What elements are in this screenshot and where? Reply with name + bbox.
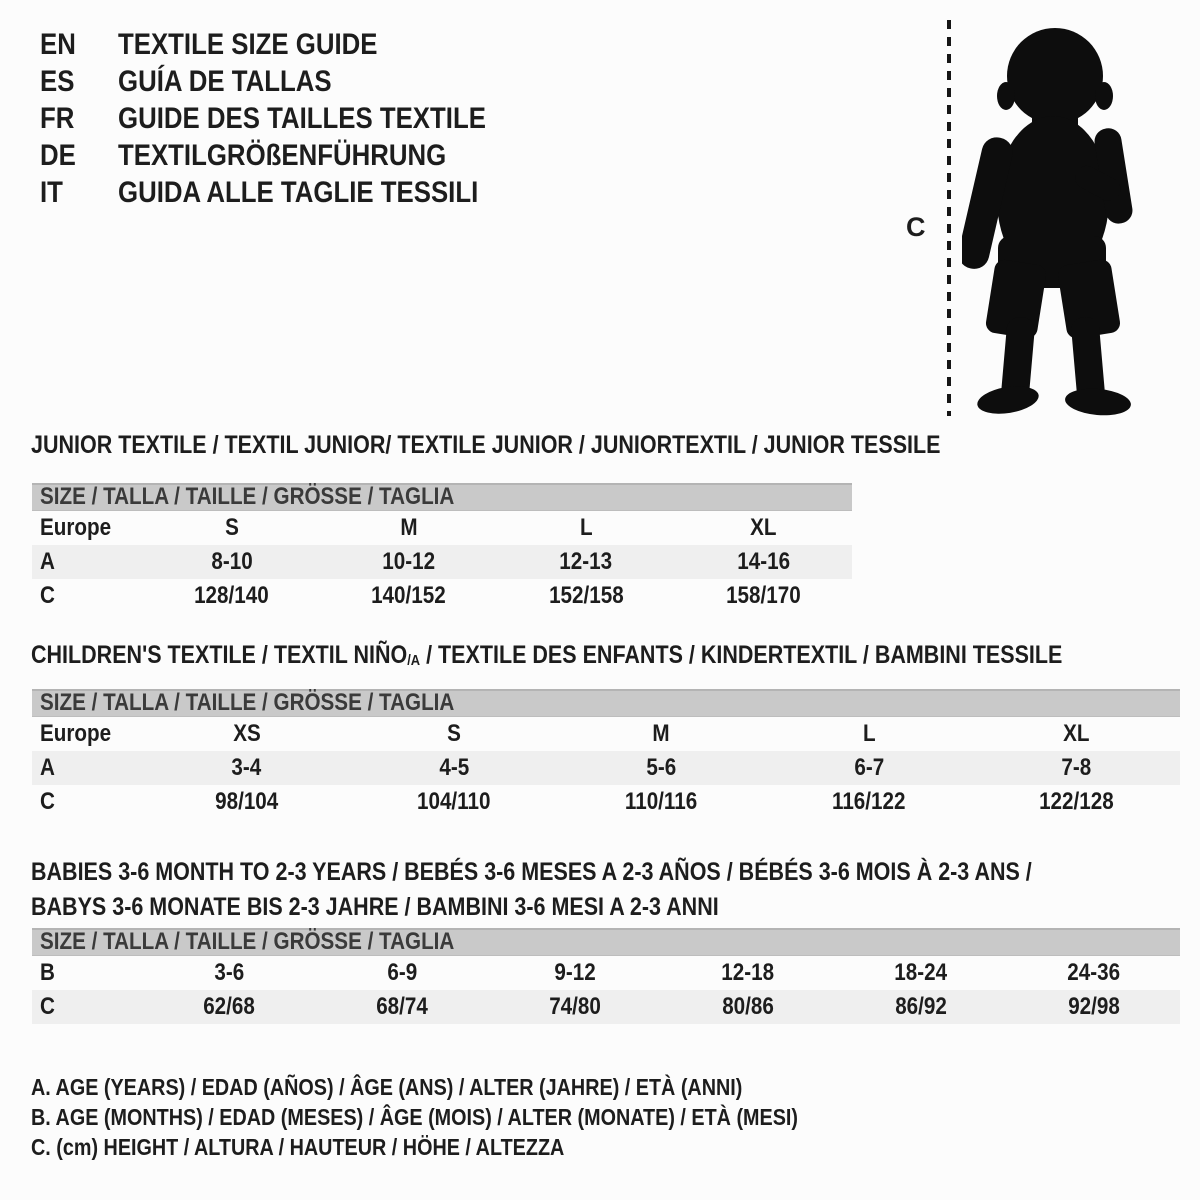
table-cell: 92/98	[1007, 990, 1180, 1024]
table-cell: 122/128	[1038, 788, 1114, 815]
table-cell: 74/80	[489, 990, 662, 1024]
babies-title-line2: BABYS 3-6 MONATE BIS 2-3 JAHRE / BAMBINI 3-6 MESI A 2-3 ANNI	[31, 893, 719, 921]
table-cell: 18-24	[894, 959, 948, 986]
height-measure-dashed-line	[947, 20, 951, 416]
table-cell: XS	[232, 720, 261, 747]
size-header-row: SIZE / TALLA / TAILLE / GRÖSSE / TAGLIA	[32, 689, 1180, 717]
row-label-europe: Europe	[40, 720, 112, 747]
page-title-es: GUÍA DE TALLAS	[118, 64, 332, 98]
babies-size-table	[32, 928, 1180, 1024]
size-header-row: SIZE / TALLA / TAILLE / GRÖSSE / TAGLIA	[32, 483, 852, 511]
table-cell: 6-7	[765, 751, 972, 785]
children-title-sub: /A	[407, 652, 421, 669]
row-label-c: C	[32, 990, 143, 1024]
footnote-b: B. AGE (MONTHS) / EDAD (MESES) / ÂGE (MOIS) / ALTER (MONATE) / ETÀ (MESI)	[31, 1104, 798, 1130]
lang-code-fr: FR	[40, 101, 75, 135]
table-cell: XL	[750, 514, 777, 541]
table-cell: 98/104	[215, 788, 279, 815]
table-cell: 5-6	[558, 751, 765, 785]
table-cell: M	[400, 514, 418, 541]
row-label-a: A	[32, 751, 143, 785]
table-cell: XL	[1063, 720, 1090, 747]
babies-section-title	[31, 855, 1195, 925]
page-title: TEXTILE SIZE GUIDE	[118, 27, 378, 61]
table-cell: 12-13	[498, 545, 675, 579]
table-cell: 110/116	[625, 788, 698, 815]
table-cell: 7-8	[973, 751, 1180, 785]
table-cell: 158/170	[726, 582, 801, 609]
table-cell: 3-6	[214, 959, 245, 986]
lang-code-es: ES	[40, 64, 75, 98]
table-cell: S	[447, 720, 461, 747]
table-cell: L	[862, 720, 876, 747]
size-header-row: SIZE / TALLA / TAILLE / GRÖSSE / TAGLIA	[32, 928, 1180, 956]
baby-silhouette-icon	[962, 14, 1142, 416]
table-cell: 140/152	[371, 582, 447, 609]
table-cell: 8-10	[143, 545, 320, 579]
table-cell: 12-18	[721, 959, 775, 986]
height-measure-label: C	[906, 212, 926, 242]
table-cell: 4-5	[350, 751, 557, 785]
table-cell: 9-12	[554, 959, 596, 986]
row-label-europe: Europe	[40, 514, 112, 541]
table-cell: 80/86	[661, 990, 834, 1024]
footnotes	[31, 1072, 923, 1162]
table-cell: L	[579, 514, 593, 541]
table-cell: 10-12	[320, 545, 497, 579]
lang-code-it: IT	[40, 175, 63, 209]
language-title-list	[40, 26, 546, 211]
babies-title-line1: BABIES 3-6 MONTH TO 2-3 YEARS / BEBÉS 3-6 MESES A 2-3 AÑOS / BÉBÉS 3-6 MOIS À 2-3 ANS /	[31, 858, 1032, 886]
lang-row-it	[40, 174, 546, 211]
table-cell: 116/122	[832, 788, 906, 815]
table-cell: 62/68	[143, 990, 316, 1024]
page-title-fr: GUIDE DES TAILLES TEXTILE	[118, 101, 486, 135]
page-title-de: TEXTILGRÖßENFÜHRUNG	[118, 138, 447, 172]
children-size-table	[32, 689, 1180, 819]
table-cell: M	[652, 720, 671, 747]
table-cell: 104/110	[417, 788, 491, 815]
table-cell: S	[224, 514, 239, 541]
page-title-it: GUIDA ALLE TAGLIE TESSILI	[118, 175, 479, 209]
row-label-c: C	[40, 582, 55, 609]
table-cell: 68/74	[316, 990, 489, 1024]
lang-row-es	[40, 63, 546, 100]
table-cell: 128/140	[194, 582, 269, 609]
footnote-c: C. (cm) HEIGHT / ALTURA / HAUTEUR / HÖHE / ALTEZZA	[31, 1134, 565, 1160]
junior-size-table	[32, 483, 852, 613]
row-label-b: B	[40, 959, 55, 986]
children-section-title	[31, 643, 1200, 673]
children-title-post: / TEXTILE DES ENFANTS / KINDERTEXTIL / BAMBINI TESSILE	[420, 641, 1063, 669]
footnote-a: A. AGE (YEARS) / EDAD (AÑOS) / ÂGE (ANS) / ALTER (JAHRE) / ETÀ (ANNI)	[31, 1074, 743, 1100]
children-title-pre: CHILDREN'S TEXTILE / TEXTIL NIÑO	[31, 641, 408, 669]
lang-code-en: EN	[40, 27, 76, 61]
lang-row-fr	[40, 100, 546, 137]
table-cell: 3-4	[143, 751, 350, 785]
row-label-c: C	[40, 788, 55, 815]
lang-row-en	[40, 26, 546, 63]
lang-row-de	[40, 137, 546, 174]
table-cell: 14-16	[675, 545, 852, 579]
junior-section-title: JUNIOR TEXTILE / TEXTIL JUNIOR/ TEXTILE JUNIOR / JUNIORTEXTIL / JUNIOR TESSILE	[31, 431, 941, 459]
table-cell: 86/92	[834, 990, 1007, 1024]
row-label-a: A	[32, 545, 143, 579]
table-cell: 6-9	[387, 959, 418, 986]
table-cell: 152/158	[548, 582, 624, 609]
lang-code-de: DE	[40, 138, 76, 172]
table-cell: 24-36	[1067, 959, 1120, 986]
